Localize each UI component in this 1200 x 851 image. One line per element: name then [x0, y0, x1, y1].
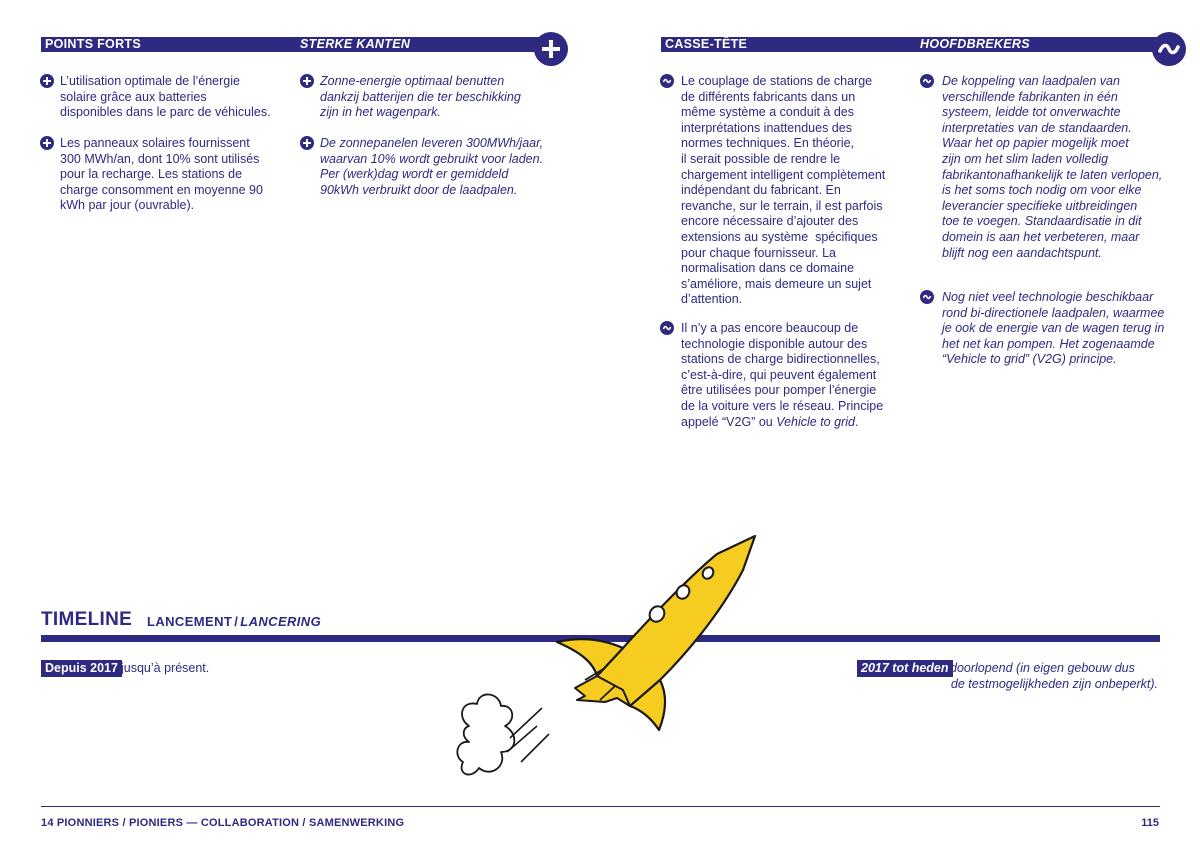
footer-section-title: 14 PIONNIERS / PIONIERS — COLLABORATION / SAMENWERKING [41, 817, 405, 829]
right-fr-item-1-line: Le couplage de stations de charge [681, 74, 873, 88]
left-nl-item-2: De zonnepanelen leveren 300MWh/jaar, waarvan 10% wordt gebruikt voor laden. Per (werk)dag wordt er gemiddeld 90kWh verbruikt door de laadpalen. [320, 136, 544, 197]
right-nl-item-1: De koppeling van laadpalen van verschillende fabrikanten in één systeem, leidde tot onverwachte interpretaties van de standaarden. Waar het op papier mogelijk moet zijn om het slim laden volledig fabrikantonafhankelijk te laten verlopen, is het soms toch nodig om voor elke leverancier specifieke uitbreidingen toe te voegen. Standaardisatie in dit domein is aan het verbeteren, maar blijft nog een aandachtspunt. [942, 74, 1163, 260]
timeline-nl-tag: 2017 tot heden [857, 660, 953, 677]
timeline-sub-sep: / [234, 614, 239, 629]
plus-bullet-icon [40, 136, 54, 150]
left-heading-nl: STERKE KANTEN [300, 37, 411, 51]
right-fr-item-1-line: encore nécessaire d’ajouter des [681, 214, 859, 229]
timeline-fr-tag: Depuis 2017 [41, 660, 122, 677]
right-fr-item-1-line: chargement intelligent complètement [681, 167, 886, 182]
timeline-fr-text: jusqu’à présent. [121, 661, 210, 675]
right-heading-fr: CASSE-TÊTE [665, 37, 748, 51]
tilde-badge [1152, 32, 1186, 66]
tilde-bullet-icon [920, 290, 934, 304]
left-nl-item-1: Zonne-energie optimaal benutten dankzij batterijen die ter beschikking zijn in het wagenpark. [320, 74, 521, 120]
right-fr-item-1-line: normes techniques. En théorie, [681, 136, 855, 151]
right-fr-item-2-line: Il n’y a pas encore beaucoup de [681, 321, 859, 335]
footer-rule [41, 806, 1160, 807]
right-fr-item-1-line: d’attention. [681, 292, 743, 307]
plus-bullet-icon [40, 74, 54, 88]
right-fr-item-2-suffix: . [854, 414, 859, 429]
right-fr-item-1-line: de différents fabricants dans un [681, 89, 856, 104]
timeline-sub-fr: LANCEMENT [147, 614, 233, 629]
right-fr-item-1-line: revanche, sur le terrain, il est parfois [681, 198, 883, 213]
timeline-nl-text-1: doorlopend (in eigen gebouw dus [950, 661, 1135, 675]
right-fr-item-2-line: être utilisées pour pomper l’énergie [681, 383, 877, 398]
left-fr-item-2: Les panneaux solaires fournissent 300 MWh/an, dont 10% sont utilisés pour la recharge. Les stations de charge consomment en moyenne 90 kWh par jour (ouvrable). [60, 136, 263, 213]
right-fr-item-1-line: interprétations inattendues des [681, 120, 852, 135]
timeline-subtitle [147, 614, 321, 630]
tilde-icon [1152, 32, 1186, 66]
right-fr-item-2-italic: Vehicle to grid [776, 414, 855, 429]
right-fr-item-2-line: technologie disponible autour des [681, 336, 868, 351]
timeline-sub-nl: LANCERING [240, 614, 322, 629]
tilde-bullet-icon [920, 74, 934, 88]
plus-bullet-icon [300, 136, 314, 150]
right-fr-item-2-line: stations de charge bidirectionnelles, [681, 352, 880, 367]
right-fr-item-1-line: s’améliore, mais demeure un sujet [681, 276, 872, 291]
right-heading-nl: HOOFDBREKERS [920, 37, 1030, 51]
right-fr-item-1-line: il serait possible de rendre le [681, 152, 841, 166]
left-heading-fr: POINTS FORTS [45, 37, 141, 51]
right-fr-item-1-line: extensions au système spécifiques [681, 230, 878, 244]
right-fr-item-2-last-line [681, 415, 858, 431]
right-fr-item-2-line: de la voiture vers le réseau. Principe [681, 399, 884, 413]
rocket-icon [455, 530, 765, 790]
plus-badge [534, 32, 568, 66]
right-fr-item-2-prefix: appelé “V2G” ou [681, 414, 777, 429]
right-nl-item-2: Nog niet veel technologie beschikbaar rond bi-directionele laadpalen, waarmee je ook de energie van de wagen terug in het net kan pompen. Het zogenaamde “Vehicle to grid” (V2G) principe. [942, 290, 1165, 367]
plus-bullet-icon [300, 74, 314, 88]
plus-icon [534, 32, 568, 66]
right-fr-item-1-line: indépendant du fabricant. En [681, 183, 841, 198]
right-fr-item-2-line: c’est-à-dire, qui peuvent également [681, 367, 877, 382]
timeline-title: TIMELINE [41, 609, 133, 630]
tilde-bullet-icon [660, 74, 674, 88]
page-number: 115 [1141, 817, 1159, 829]
left-fr-item-1: L’utilisation optimale de l’énergie solaire grâce aux batteries disponibles dans le parc de véhicules. [60, 74, 271, 120]
right-fr-item-1-line: normalisation dans ce domaine [681, 261, 855, 276]
tilde-bullet-icon [660, 321, 674, 335]
right-fr-item-1-line: même système a conduit à des [681, 105, 854, 120]
timeline-nl-text-2: de testmogelijkheden zijn onbeperkt). [950, 677, 1158, 691]
right-fr-item-1-line: pour chaque fournisseur. La [681, 245, 836, 260]
